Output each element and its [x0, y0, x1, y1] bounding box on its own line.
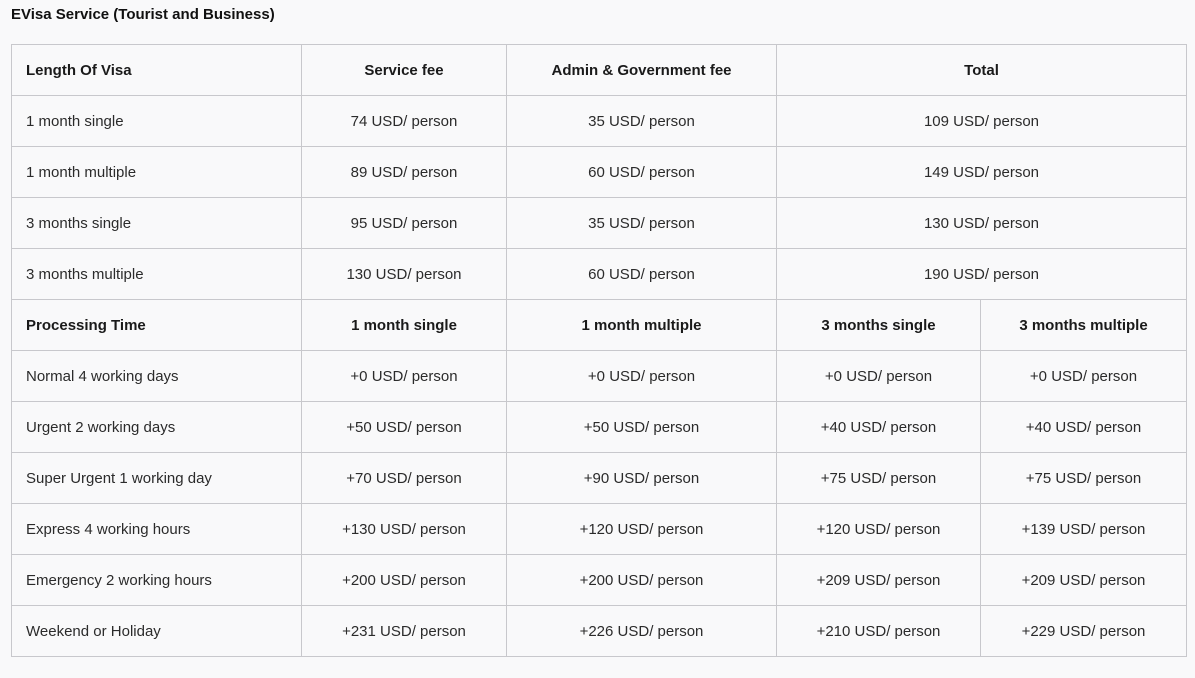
- visa-length-cell: 1 month multiple: [12, 147, 302, 198]
- price-cell: +0 USD/ person: [507, 351, 777, 402]
- header-admin-government-fee: Admin & Government fee: [507, 45, 777, 96]
- price-cell: +50 USD/ person: [507, 402, 777, 453]
- total-cell: 109 USD/ person: [777, 96, 1187, 147]
- header-length-of-visa: Length Of Visa: [12, 45, 302, 96]
- visa-fee-table: [11, 44, 1187, 657]
- price-cell: +0 USD/ person: [302, 351, 507, 402]
- table-row: [12, 504, 1187, 555]
- fees-header-row: [12, 45, 1187, 96]
- visa-length-cell: 1 month single: [12, 96, 302, 147]
- header-1-month-single: 1 month single: [302, 300, 507, 351]
- table-row: [12, 96, 1187, 147]
- service-fee-cell: 130 USD/ person: [302, 249, 507, 300]
- processing-time-cell: Urgent 2 working days: [12, 402, 302, 453]
- price-cell: +90 USD/ person: [507, 453, 777, 504]
- price-cell: +75 USD/ person: [981, 453, 1187, 504]
- total-cell: 190 USD/ person: [777, 249, 1187, 300]
- price-cell: +120 USD/ person: [507, 504, 777, 555]
- header-total: Total: [777, 45, 1187, 96]
- table-row: [12, 555, 1187, 606]
- price-cell: +0 USD/ person: [981, 351, 1187, 402]
- price-cell: +231 USD/ person: [302, 606, 507, 657]
- price-cell: +226 USD/ person: [507, 606, 777, 657]
- price-cell: +0 USD/ person: [777, 351, 981, 402]
- processing-time-cell: Weekend or Holiday: [12, 606, 302, 657]
- price-cell: +75 USD/ person: [777, 453, 981, 504]
- price-cell: +50 USD/ person: [302, 402, 507, 453]
- table-row: [12, 147, 1187, 198]
- header-processing-time: Processing Time: [12, 300, 302, 351]
- page-title: EVisa Service (Tourist and Business): [11, 6, 275, 23]
- total-cell: 130 USD/ person: [777, 198, 1187, 249]
- admin-fee-cell: 60 USD/ person: [507, 249, 777, 300]
- header-3-months-single: 3 months single: [777, 300, 981, 351]
- price-cell: +209 USD/ person: [981, 555, 1187, 606]
- total-cell: 149 USD/ person: [777, 147, 1187, 198]
- price-cell: +40 USD/ person: [981, 402, 1187, 453]
- price-cell: +209 USD/ person: [777, 555, 981, 606]
- header-1-month-multiple: 1 month multiple: [507, 300, 777, 351]
- price-cell: +120 USD/ person: [777, 504, 981, 555]
- price-cell: +130 USD/ person: [302, 504, 507, 555]
- admin-fee-cell: 60 USD/ person: [507, 147, 777, 198]
- price-cell: +229 USD/ person: [981, 606, 1187, 657]
- price-cell: +200 USD/ person: [302, 555, 507, 606]
- table-row: [12, 351, 1187, 402]
- service-fee-cell: 74 USD/ person: [302, 96, 507, 147]
- admin-fee-cell: 35 USD/ person: [507, 198, 777, 249]
- table-row: [12, 249, 1187, 300]
- table-row: [12, 198, 1187, 249]
- price-cell: +210 USD/ person: [777, 606, 981, 657]
- price-cell: +70 USD/ person: [302, 453, 507, 504]
- header-3-months-multiple: 3 months multiple: [981, 300, 1187, 351]
- table-row: [12, 606, 1187, 657]
- admin-fee-cell: 35 USD/ person: [507, 96, 777, 147]
- processing-time-cell: Super Urgent 1 working day: [12, 453, 302, 504]
- processing-time-cell: Normal 4 working days: [12, 351, 302, 402]
- processing-header-row: [12, 300, 1187, 351]
- price-cell: +40 USD/ person: [777, 402, 981, 453]
- table-row: [12, 453, 1187, 504]
- service-fee-cell: 95 USD/ person: [302, 198, 507, 249]
- visa-length-cell: 3 months single: [12, 198, 302, 249]
- table-row: [12, 402, 1187, 453]
- processing-time-cell: Emergency 2 working hours: [12, 555, 302, 606]
- header-service-fee: Service fee: [302, 45, 507, 96]
- processing-time-cell: Express 4 working hours: [12, 504, 302, 555]
- service-fee-cell: 89 USD/ person: [302, 147, 507, 198]
- price-cell: +200 USD/ person: [507, 555, 777, 606]
- price-cell: +139 USD/ person: [981, 504, 1187, 555]
- visa-length-cell: 3 months multiple: [12, 249, 302, 300]
